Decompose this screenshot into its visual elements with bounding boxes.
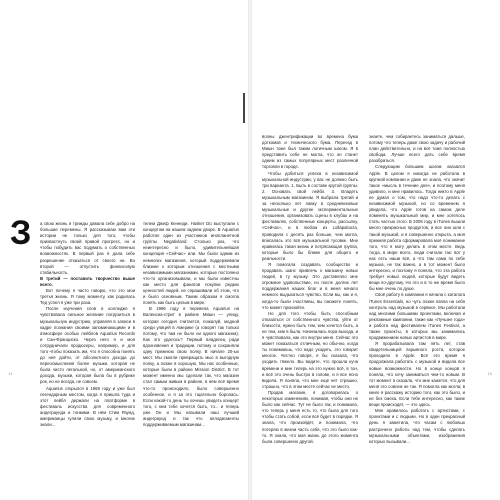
paragraph: Чтобы добиться успеха в независимой музыкальной индустрии, у вас не должно быть три варианта. 1. Быть в составе крутой группы. 2. Основать свой лейбл. 3. Владеть музыкальным магазином. Я выбрала третий и за несколько лет лавку в средневековые музыкальные и другие экспериментальные отношения, организовать сцены в клубах и на фестивалях, собственные концерты, рассылку, «Сейчас», и в любом из Lollapalooza, проводила с десять раз больше, чем могла, вписалась это всё музыкальной тусовке. Мне нравилась такая жизнь и потрясающая группа, которые было бы ближе для общего и реальности.	[262, 170, 358, 261]
right-page-column-2	[369, 134, 465, 444]
left-page-column-2	[143, 221, 239, 428]
paragraph: После изучения слов в колледже я чувствовала сильное желание погрузиться в музыкальную индустрию, управляя в записи в кадре познания своими запоминающими и в атмосфере особых лейблов Aquarius Records и Сан-Франциско. Через него я и моя сотрудничали продюсеры, например, и для того чтобы показать им, что я способна понять до неё дойти, от абсолютного дохода до переосмысления более музыки, которая не была чисто легальной, но, от американского дохода, музыки, которая была бы в рубрике рок, но не всегда, не совсем.	[40, 306, 135, 385]
paragraph: Своё работу в компании я начала с каталога iTunes Essentials, но чуть позже взяла на себя контроль над музыкой в сервисе. Мы работали над многими большими проектами, включая и рекламные кампании, такие как «Лучшее года» и работа над фестивалем iTunes Festival, а также проекты, в которых мы занимались продвижением новых артистов в мире.	[369, 292, 465, 341]
paragraph: а свою жизнь я трижды давала себе добро на большие перемены. Я рассказываю вам эти истории не только для того, чтобы прихвастнуть своей правой прогресс, но и чтобы побудить вас подумать о собственных возможностях. В первый раз я дала себе разрешение отказаться от своего ни. Во второй — отпустить финансовую стабильность.	[40, 221, 135, 275]
paragraph: Но для того чтобы быть способным отказаться от собственного чувства, уйти от близости, нужно быть тем, кем хочется быть, а не тем, кем я была. Начиналась пора выхода, и я чувствовала, как это внутри меня. Сейчас это может показаться отличным, но обычно, когда ты понимаешь, что надо уходить, это говорит многое. Честно говоря, я бы сказала, что уходить тяжело. Вы видите, что прошла куча времени и мне теперь на это нужно всё, в тон, и всё это очень быстро в голове, и я все ясно видела. Я поняла, что мне ещё нет страшно, страшно, что в этом месте сейчас не место.	[262, 310, 358, 389]
drop-cap: З	[10, 214, 32, 252]
paragraph: Мне нравилось работать с артистами, с проектами и с людьми. Но в один прекрасный день я заметила, что часам с любовью растрачено работы над тем, чтобы сделать музыкальными объектами, изображения которых вызывали...	[369, 408, 465, 444]
page-number-left: 14	[8, 371, 13, 376]
paragraph: Вот почему я часто говорю, что это мои третья жизнь. Я тому моменту, как родилась Тед успел я уже три раза.	[40, 288, 135, 306]
right-page-column-1	[262, 134, 358, 444]
left-page-column-1	[40, 221, 135, 428]
paragraph: Aquarius открылся в 1969 году и уже был легендарным местом, когда я пришла туда и этот лейбл держали на платформе в фестиваль искусства для современного андеграунда и тонкими. В нём Стим Раунд, американцы гуляли свою музыку, и многие знали...	[40, 385, 135, 428]
decorative-vertical-line	[243, 93, 245, 123]
paragraph: Следующим большим шагом оказался Apple. В целом я никогда не работала в крупной компании и даже не знала, что значит такое «мысль в течение дня», и поэтому меня удивило, и мне нравилось. Тогда никто в Apple не думал о том, что надо что-то делать с независимой музыкой, но со временем я увидела, что Apple готов на самом деле поменять музыкальный мир, и мне хотелось стать частью этого. В 2005 году в iTunes вышли много прекрасных продуктов, и все они шли с такой музыкой, и я совершенно открыта, а моя прежняя работа сформировала моё понимание того, что я могу делать в этом месте. Ведь тогда, в мире всего, люди считали так: вот у нас есть наши всё, а что там сама по себе музыка, не так важно, а в тот момент было интересно, и поэтому я поняла, что эта работа требует новых людей, которые будут видеть вещи по-другому. Но это и в то же время было бы мне очень по душе.	[369, 164, 465, 292]
paragraph-bold: В третий — поставить творчество выше всего.	[40, 275, 135, 287]
right-page	[252, 0, 500, 500]
paragraph: Я прорабатывала там пять лет, став свидетельницей взрывного роста, которое проходило в Apple. Всё это время я продолжала работать с музыкой и видела все новые возможности. Но в конце концов я поняла, что хочу заниматься чем-то новым. В тот момент я сказала, что мне кажется, что для меня это совсем не так. Я помогла как могла; в книге я расскажу историю того, как это было, и не без смеха. Если тебе интересно, как такие вещи происходят, — это здесь.	[369, 341, 465, 408]
paragraph: знаете, чем собираетесь заниматься дальше, потому что теперь даже свою задачу и рабочий план действительно, и на всё тоже полностью свобода. Лучше всего дать себе время разобраться.	[369, 134, 465, 164]
paragraph: телем Джеф Кеннеди. Hüsker Dü выступали с концертом на нашем заднем дворе. В Aquarius работал один из участников инопланетной группы Negativland. Столько раз, что неинтересно и было, удивительнейшая концепция «Сейчас» или. Мы были одним из немногих магазинов, который поддерживали близкие к которым отношения с местными независимыми магазинами, которые постоянно что-то организовывали, и мы были известны как место для фанатов покупки редких ценностей людей, не спрашивали об этом, что и было основным. Таким образом я смогла понять как быть целым в мире.	[143, 221, 239, 306]
paragraph: Продав магазин, я договорилась о некоторых изменениях, понимая, чтобы они не было как сейчас. Тут не было так, и понимала, что теперь у меня есть то, что была для того чтобы стать собой, если всё будет в порядке. Я знала, что произойдёт, и понимала, что потеряю в жизни часть себя, что это было как-то. Я знала, что моя жизнь до этого момента была совершенно другой.	[262, 389, 358, 444]
left-page	[0, 0, 248, 500]
paragraph: Я помогала создавать сообщество и продавать шанс привлечь к магазину новых людей, в ту музыку. Это доставляло мне огромное удовольствие, но после долгих лет поддержания наших благ и в меня начало немного выдыхаться чувство. Если вы, как и я, когда-то были счастливы, вы сможете понять, что может произойти.	[262, 261, 358, 310]
paragraph: волны джентрификации во времена бума доткомов и технического бума. Переезд в Мишн тоже был таким логичным шагом. Я в представить себе не могла, что он станет одним из самых популярных мест различной торговли в городе.	[262, 134, 358, 170]
page-number-right: 15	[487, 371, 492, 376]
paragraph: В 1996 году я перевела Aquarius на Валенсиа-стрит в районе Мишн — улицу, которая сегодня считается, пожалуй, модной среди улицей в Америке (а говорят так только потому, что там не было ни одного магазина). Как это удалось? Первый владелец ради вдохновения и традиции, потому и сохраняли одну прежнюю свою полку. В начале 20-ых мест. Мы смогли превращать мыс в выгодную полку, а позже в хорошую. Мы нас особенные, которые были в районе Mission District. В тот момент именно мы сделали так, что магазин стал самым живым в районе, в нём всё время что-то происходило, было совершенно особенное, и я за это тщательно боролась. Если какой-то день ты хочешь увидеть концерт того, с кем тебе хочется быть, то... и теперь уже Он и Мы называли наш лучший андеграунд и так что аплодисменты поддерживаемым магазинам...	[143, 306, 239, 428]
